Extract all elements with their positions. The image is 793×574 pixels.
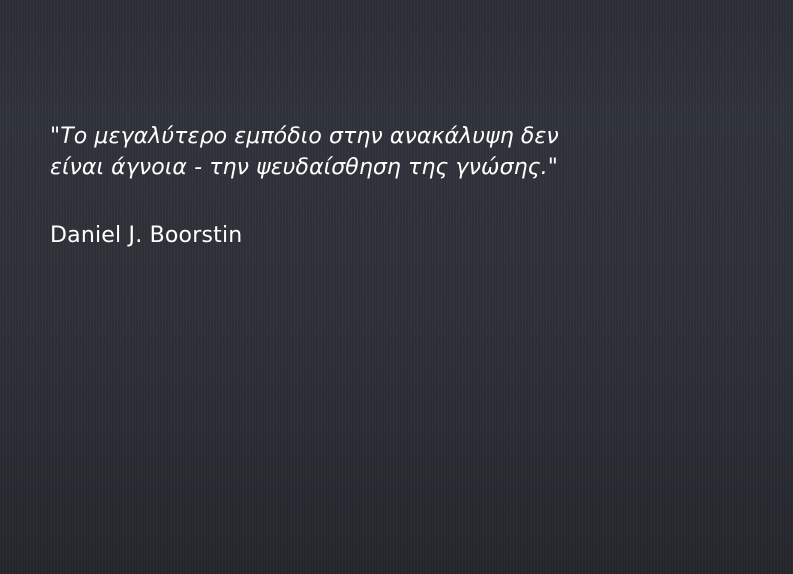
quote-author: Daniel J. Boorstin xyxy=(50,223,243,248)
quote-line-2: είναι άγνοια - την ψευδαίσθηση της γνώσης." xyxy=(50,155,558,180)
quote-line-1: "Το μεγαλύτερο εμπόδιο στην ανακάλυψη δεν xyxy=(50,124,559,149)
quote-text xyxy=(50,121,750,183)
quote-card xyxy=(50,121,750,251)
